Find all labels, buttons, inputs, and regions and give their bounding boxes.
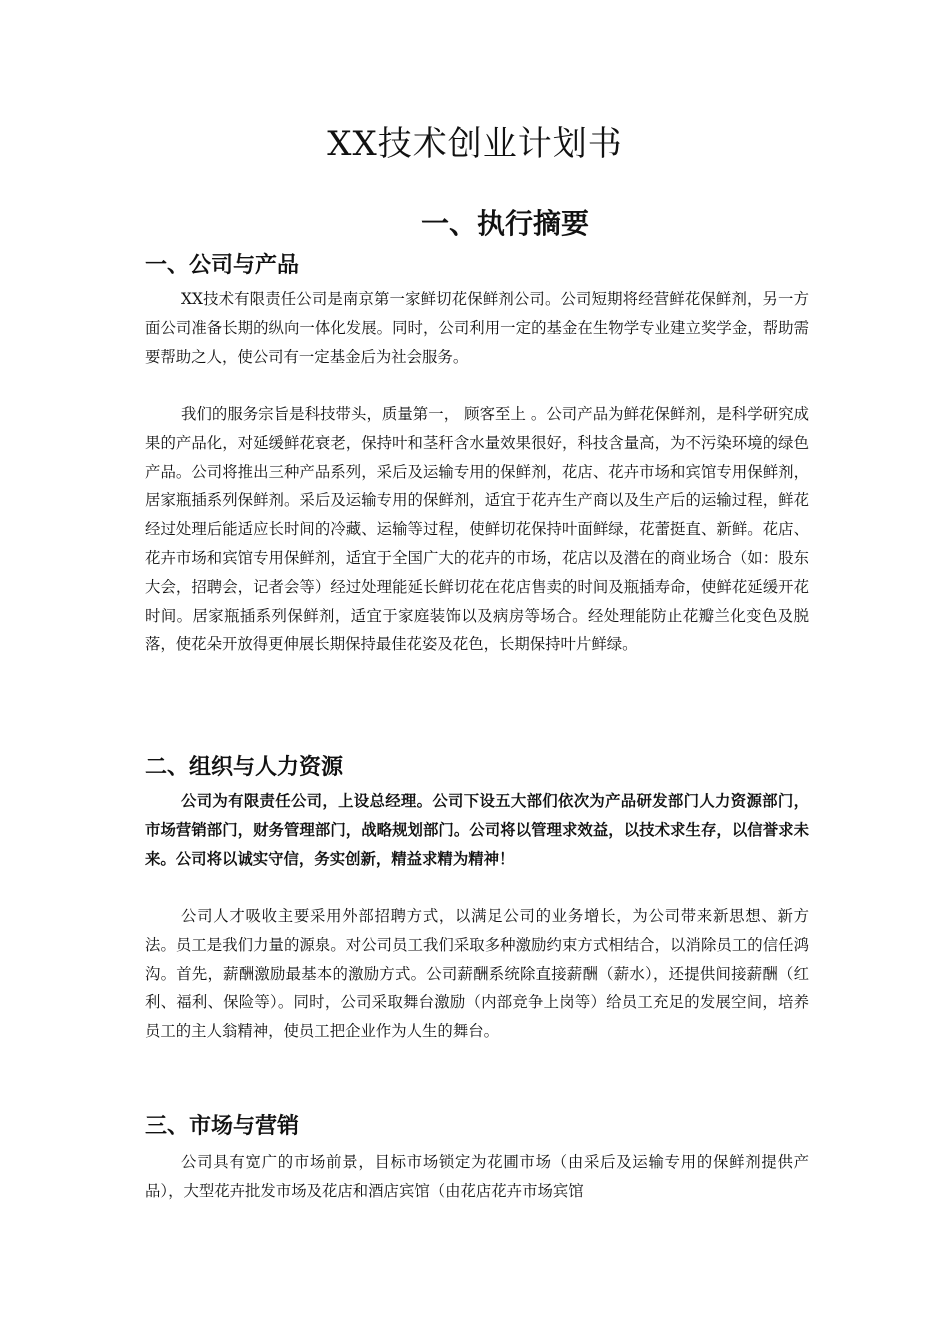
section-heading-company-products: 一、公司与产品 <box>145 253 300 278</box>
paragraph-service-products: 我们的服务宗旨是科技带头，质量第一， 顾客至上 。公司产品为鲜花保鲜剂，是科学研究成果的产品化，对延缓鲜花衰老，保持叶和茎秆含水量效果很好，科技含量高，为不污染环境的绿色产品。公司将推出三种产品系列，采后及运输专用的保鲜剂，花店、花卉市场和宾馆专用保鲜剂，居家瓶插系列保鲜剂。采后及运输专用的保鲜剂，适宜于花卉生产商以及生产后的运输过程，鲜花经过处理后能适应长时间的冷藏、运输等过程，使鲜切花保持叶面鲜绿，花蕾挺直、新鲜。花店、花卉市场和宾馆专用保鲜剂，适宜于全国广大的花卉的市场，花店以及潜在的商业场合（如：股东大会，招聘会，记者会等）经过处理能延长鲜切花在花店售卖的时间及瓶插寿命，使鲜花延缓开花时间。居家瓶插系列保鲜剂，适宜于家庭装饰以及病房等场合。经处理能防止花瓣兰化变色及脱落，使花朵开放得更伸展长期保持最佳花姿及花色，长期保持叶片鲜绿。 <box>145 405 809 654</box>
section-heading-market-marketing: 三、市场与营销 <box>145 1114 300 1139</box>
paragraph-market-outlook: 公司具有宽广的市场前景，目标市场锁定为花圃市场（由采后及运输专用的保鲜剂提供产品），大型花卉批发市场及花店和酒店宾馆（由花店花卉市场宾馆 <box>145 1153 809 1200</box>
paragraph-organization-structure: 公司为有限责任公司，上设总经理。公司下设五大部们依次为产品研发部门人力资源部门，市场营销部门，财务管理部门，战略规划部门。公司将以管理求效益，以技术求生存，以信誉求未来。公司将以诚实守信，务实创新，精益求精为精神！ <box>145 792 809 868</box>
section-heading-organization-hr: 二、组织与人力资源 <box>145 755 344 780</box>
document-title: XX技术创业计划书 <box>327 124 623 164</box>
paragraph-talent-incentives: 公司人才吸收主要采用外部招聘方式，以满足公司的业务增长，为公司带来新思想、新方法。员工是我们力量的源泉。对公司员工我们采取多种激励约束方式相结合，以消除员工的信任鸿沟。首先，薪酬激励最基本的激励方式。公司薪酬系统除直接薪酬（薪水），还提供间接薪酬（红利、福利、保险等）。同时，公司采取舞台激励（内部竞争上岗等）给员工充足的发展空间，培养员工的主人翁精神，使员工把企业作为人生的舞台。 <box>145 907 809 1041</box>
chapter-title: 一、执行摘要 <box>420 207 589 240</box>
paragraph-company-intro: XX技术有限责任公司是南京第一家鲜切花保鲜剂公司。公司短期将经营鲜花保鲜剂，另一方面公司准备长期的纵向一体化发展。同时，公司利用一定的基金在生物学专业建立奖学金，帮助需要帮助之人，使公司有一定基金后为社会服务。 <box>145 290 809 366</box>
